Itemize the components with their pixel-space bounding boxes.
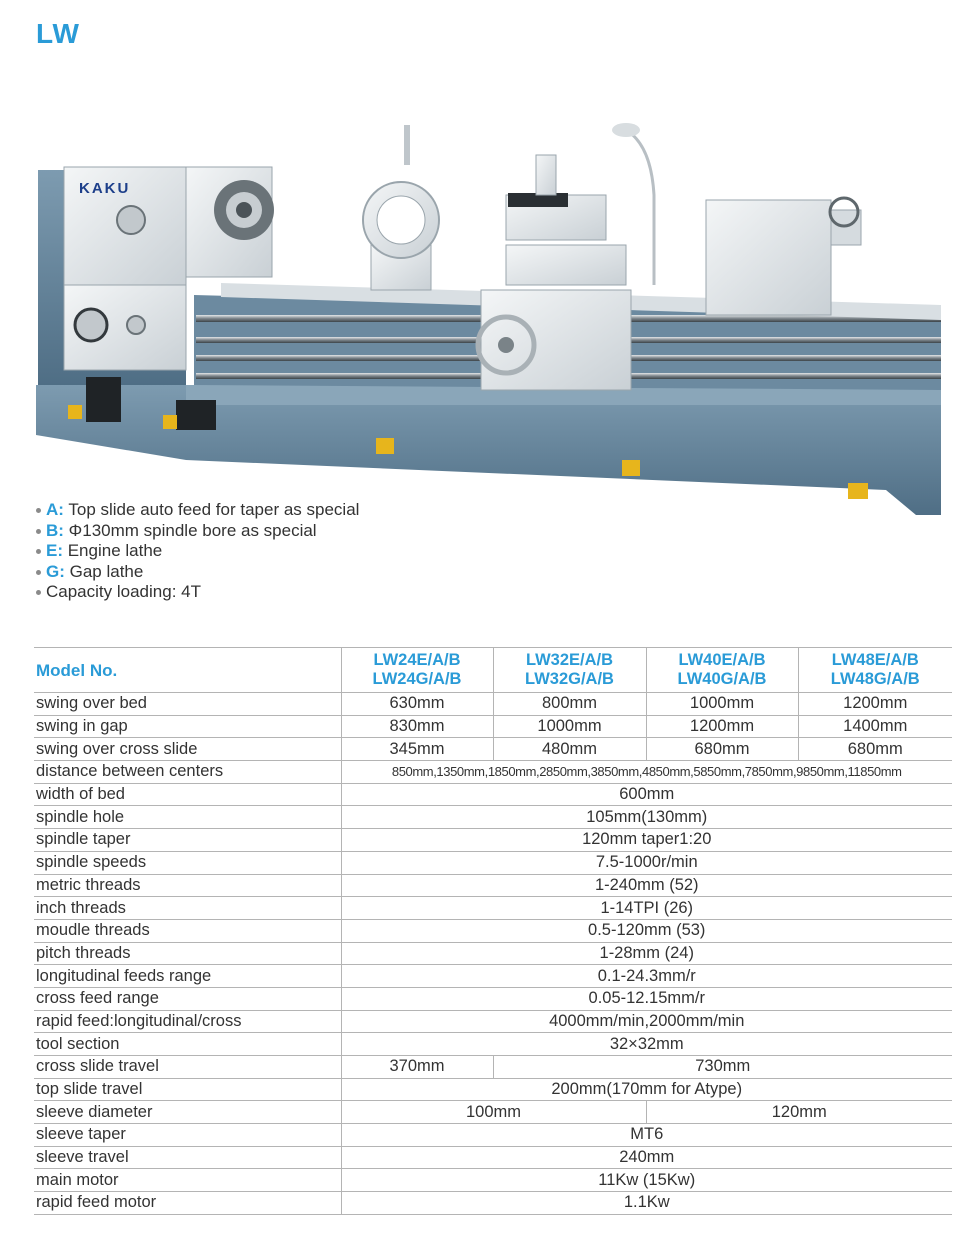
table-cell: spindle taper [34,829,341,852]
table-cell: spindle hole [34,806,341,829]
table-cell: main motor [34,1169,341,1192]
table-row [34,965,952,988]
table-cell: 4000mm/min,2000mm/min [341,1010,952,1033]
table-cell: 1200mm [646,715,798,738]
model-col-lw32: LW32E/A/B LW32G/A/B [493,648,646,693]
table-row [34,693,952,716]
table-cell: rapid feed:longitudinal/cross [34,1010,341,1033]
table-cell: 1.1Kw [341,1192,952,1215]
table-row [34,738,952,761]
table-cell: 100mm [341,1101,646,1124]
lathe-machine-image [36,115,951,520]
list-item: G: Gap lathe [34,562,359,583]
table-cell: distance between centers [34,761,341,784]
table-cell: 200mm(170mm for Atype) [341,1078,952,1101]
table-cell: 600mm [341,783,952,806]
table-cell: 830mm [341,715,493,738]
table-cell: swing in gap [34,715,341,738]
table-row [34,942,952,965]
table-row [34,1192,952,1215]
table-cell: 1400mm [798,715,952,738]
table-header-row [34,648,952,693]
table-row [34,1169,952,1192]
table-cell: 32×32mm [341,1033,952,1056]
table-cell: inch threads [34,897,341,920]
table-cell: 240mm [341,1146,952,1169]
table-cell: rapid feed motor [34,1192,341,1215]
table-cell: 630mm [341,693,493,716]
table-row [34,874,952,897]
spec-table [34,647,952,1215]
table-cell: 345mm [341,738,493,761]
table-cell: 120mm taper1:20 [341,829,952,852]
table-cell: 120mm [646,1101,952,1124]
table-cell: sleeve taper [34,1124,341,1147]
table-cell: swing over bed [34,693,341,716]
model-no-label: Model No. [34,648,341,693]
table-cell: cross feed range [34,987,341,1010]
table-row [34,1056,952,1079]
table-cell: 370mm [341,1056,493,1079]
table-cell: 0.1-24.3mm/r [341,965,952,988]
table-cell: 800mm [493,693,646,716]
table-cell: 1-28mm (24) [341,942,952,965]
table-row [34,897,952,920]
page-title: LW [36,18,80,49]
table-cell: 7.5-1000r/min [341,851,952,874]
model-col-lw24: LW24E/A/B LW24G/A/B [341,648,493,693]
table-row [34,761,952,784]
table-row [34,1010,952,1033]
table-cell: 680mm [798,738,952,761]
table-cell: top slide travel [34,1078,341,1101]
list-item: A: Top slide auto feed for taper as special [34,500,359,521]
table-row [34,715,952,738]
table-row [34,1033,952,1056]
table-cell: 680mm [646,738,798,761]
table-cell: 1000mm [646,693,798,716]
table-cell: cross slide travel [34,1056,341,1079]
table-row [34,1078,952,1101]
table-cell: metric threads [34,874,341,897]
table-row [34,1101,952,1124]
list-item: Capacity loading: 4T [34,582,359,603]
table-row [34,829,952,852]
table-row [34,919,952,942]
table-cell: width of bed [34,783,341,806]
table-row [34,1146,952,1169]
table-cell: sleeve diameter [34,1101,341,1124]
table-cell: pitch threads [34,942,341,965]
table-cell: 1-240mm (52) [341,874,952,897]
table-cell: spindle speeds [34,851,341,874]
table-row [34,1124,952,1147]
table-cell: 850mm,1350mm,1850mm,2850mm,3850mm,4850mm,5850mm,7850mm,9850mm,11850mm [341,761,952,784]
model-col-lw40: LW40E/A/B LW40G/A/B [646,648,798,693]
table-cell: 1-14TPI (26) [341,897,952,920]
list-item: B: Φ130mm spindle bore as special [34,521,359,542]
table-cell: 105mm(130mm) [341,806,952,829]
table-cell: longitudinal feeds range [34,965,341,988]
table-cell: 1000mm [493,715,646,738]
table-cell: 480mm [493,738,646,761]
model-col-lw48: LW48E/A/B LW48G/A/B [798,648,952,693]
feature-list [34,500,359,603]
kaku-logo: KAKU [79,180,131,197]
table-cell: tool section [34,1033,341,1056]
table-row [34,806,952,829]
table-row [34,987,952,1010]
table-cell: moudle threads [34,919,341,942]
table-cell: 730mm [493,1056,952,1079]
table-cell: 11Kw (15Kw) [341,1169,952,1192]
table-cell: MT6 [341,1124,952,1147]
table-row [34,851,952,874]
table-cell: swing over cross slide [34,738,341,761]
table-row [34,783,952,806]
list-item: E: Engine lathe [34,541,359,562]
table-cell: 0.5-120mm (53) [341,919,952,942]
table-cell: 0.05-12.15mm/r [341,987,952,1010]
table-cell: sleeve travel [34,1146,341,1169]
table-cell: 1200mm [798,693,952,716]
